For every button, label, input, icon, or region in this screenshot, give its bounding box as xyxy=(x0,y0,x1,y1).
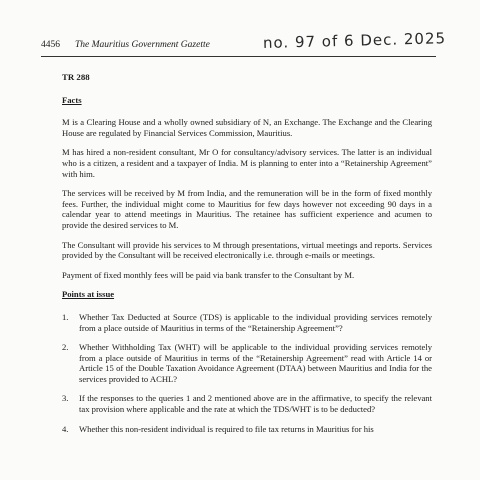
page-number: 4456 xyxy=(41,40,60,50)
facts-section xyxy=(62,117,432,280)
point-item xyxy=(62,342,432,384)
point-number: 2. xyxy=(62,342,69,353)
point-number: 1. xyxy=(62,311,69,322)
point-text: Whether Tax Deducted at Source (TDS) is applicable to the individual providing services remotely from a place outside of Mauritius in terms of the “Retainership Agreement”? xyxy=(79,311,432,333)
facts-paragraph: M is a Clearing House and a wholly owned subsidiary of N, an Exchange. The Exchange and the Clearing House are regulated by Financial Services Commission, Mauritius. xyxy=(62,117,432,138)
facts-paragraph: M has hired a non-resident consultant, Mr O for consultancy/advisory services. The latter is an individual who is a citizen, a resident and a taxpayer of India. M is planning to enter into a “Retainership Agreement” with him. xyxy=(62,147,432,179)
facts-paragraph: Payment of fixed monthly fees will be paid via bank transfer to the Consultant by M. xyxy=(62,269,355,280)
point-text: Whether Withholding Tax (WHT) will be applicable to the individual providing services remotely from a place outside of Mauritius in terms of the “Retainership Agreement” read with Article 14 or Article 15 of the Double Taxation Avoidance Agreement (DTAA) between Mauritius and India for the services provided to ACHL? xyxy=(79,342,432,384)
point-text: If the responses to the queries 1 and 2 mentioned above are in the affirmative, to specify the relevant tax provision where applicable and the rate at which the TDS/WHT is to be deducted? xyxy=(79,393,432,415)
point-number: 4. xyxy=(62,423,69,434)
facts-heading: Facts xyxy=(62,94,82,105)
point-item xyxy=(62,312,432,333)
point-number: 3. xyxy=(62,393,69,404)
point-item xyxy=(62,393,432,414)
page-header xyxy=(41,29,447,56)
points-list xyxy=(62,312,432,434)
ruling-body xyxy=(62,72,432,443)
point-text: Whether this non-resident individual is required to file tax returns in Mauritius for his xyxy=(79,423,374,434)
facts-paragraph: The Consultant will provide his services to M through presentations, virtual meetings and reports. Services provided by the Consultant will be received electronically i.e. through e-mails or meetings. xyxy=(62,239,432,261)
ruling-reference: TR 288 xyxy=(62,72,90,82)
handwritten-issue-note: no. 97 of 6 Dec. 2025 xyxy=(262,29,447,52)
point-item xyxy=(62,424,432,435)
facts-paragraph: The services will be received by M from India, and the remuneration will be in the form of fixed monthly fees. Further, the individual might come to Mauritius for few days however not exceeding 90 days in a calendar year to attend meetings in Mauritius. The retainee has sufficient experience and acumen to provide the desired services to M. xyxy=(62,188,432,230)
header-divider xyxy=(41,56,436,57)
gazette-title: The Mauritius Government Gazette xyxy=(75,40,210,50)
points-heading: Points at issue xyxy=(62,289,115,300)
